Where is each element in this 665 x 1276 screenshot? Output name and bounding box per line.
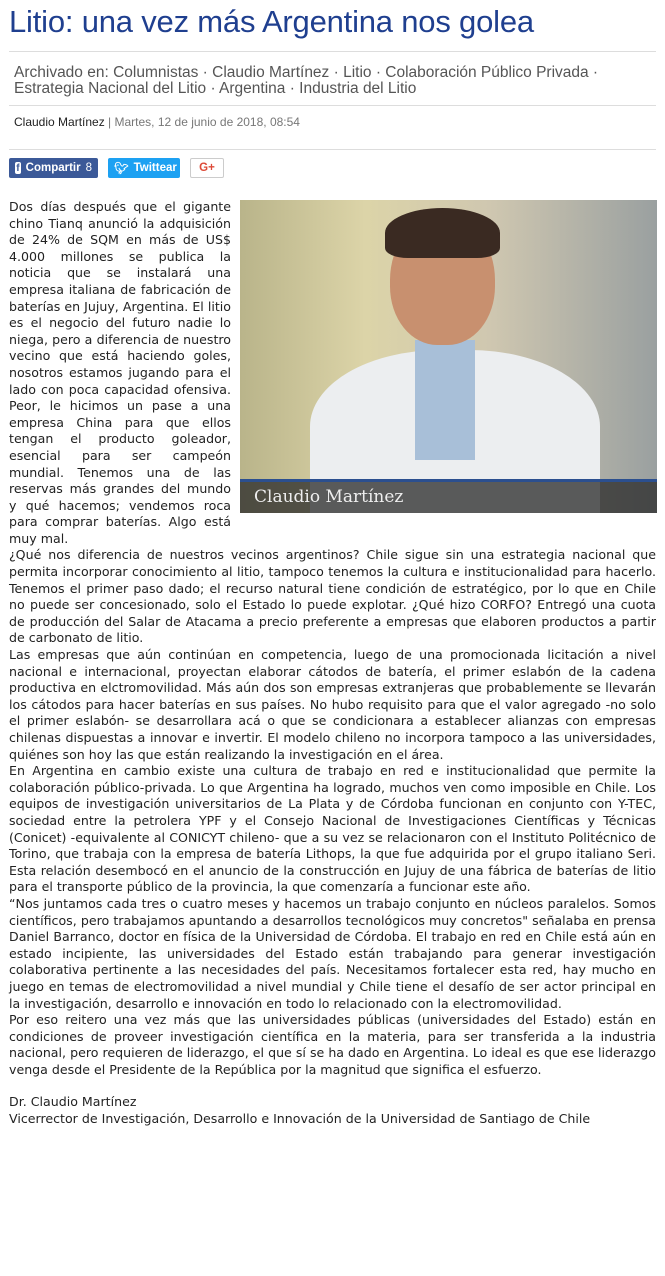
signature-role: Vicerrector de Investigación, Desarrollo e Innovación de la Universidad de Santiago de Chile <box>9 1111 591 1127</box>
facebook-share-label: Compartir <box>25 162 81 174</box>
page-title: Litio: una vez más Argentina nos golea <box>9 4 534 39</box>
signature <box>9 1094 656 1127</box>
paragraph: “Nos juntamos cada tres o cuatro meses y hacemos un trabajo conjunto en núcleos paralelos. Somos científicos, pero trabajamos apuntando a desarrollos tecnológicos muy concretos" señalaba en prensa Daniel Barranco, doctor en física de la Universidad de Córdoba. El trabajo en red en Chile está aún en estado incipiente, las universidades del Estado están trabajando para generar investigación colaborativa pertinente a las necesidades del país. Necesitamos fortalecer esta red, hay mucho en juego en temas de electromovilidad a nivel mundial y Chile tiene el desafío de ser actor principal en la investigación, desarrollo e innovación en todo lo relacionado con la electromovilidad. <box>9 895 656 1011</box>
paragraph: Por eso reitero una vez más que las universidades públicas (universidades del Estado) están en condiciones de proveer investigación científica en la materia, para ser transferida a la industria nacional, pero requieren de liderazgo, el que sí se ha dado en Argentina. Lo ideal es que ese liderazgo venga desde el Presidente de la República por la magnitud que significa el esfuerzo. <box>9 1012 656 1077</box>
paragraph: Las empresas que aún continúan en competencia, luego de una promocionada licitación a nivel nacional e internacional, proyectan elaborar cátodos de batería, el primer eslabón de la cadena productiva en elctromovilidad. Más aún dos son empresas extranjeras que probablemente se llevarán los cátodos para hacer baterías en sus países. No hubo requisito para que el valor agregado -no solo el primer eslabón- se desarrollara acá o que se condicionara a establecer alianzas con empresas chilenas dispuestas a innovar e invertir. El modelo chileno no incorpora tampoco a las universidades, quiénes son hoy las que están realizando la investigación en el área. <box>9 647 656 762</box>
signature-name: Dr. Claudio Martínez <box>9 1094 137 1110</box>
facebook-icon: f <box>16 163 20 174</box>
article-body <box>9 199 656 1128</box>
paragraph: Dos días después que el gigante chino Tianq anunció la adquisición de 24% de SQM en más de US$ 4.000 millones se publica la noticia que se instalará una empresa italiana de fabricación de baterías en Jujuy, Argentina. El litio es el negocio del futuro nadie lo niega, pero a diferencia de nuestro vecino que está haciendo goles, nosotros estamos jugando para el lado con poca capacidad ofensiva. Peor, le hicimos un pase a una empresa China para que ellos tengan el producto goleador, esencial para ser campeón mundial. Tenemos una de las reservas más grandes del mundo y qué hacemos; vendemos roca para comprar baterías. Algo está muy mal. <box>9 199 231 546</box>
archive-tags[interactable]: Archivado en: Columnistas · Claudio Martínez · Litio · Colaboración Público Privada · Estrategia Nacional del Litio · Argentina · Industria del Litio <box>14 64 599 97</box>
publish-date: | Martes, 12 de junio de 2018, 08:54 <box>104 115 300 129</box>
author-photo <box>240 200 657 513</box>
byline <box>9 106 656 149</box>
facebook-share-button[interactable] <box>9 158 98 178</box>
paragraph: ¿Qué nos diferencia de nuestros vecinos argentinos? Chile sigue sin una estrategia nacional que permita incorporar conocimiento al litio, tampoco tenemos la cultura e institucionalidad para hacerlo. Tenemos el primer paso dado; el recurso natural tiene condición de estratégico, por lo que en Chile no puede ser concesionado, solo el Estado lo puede explotar. ¿Qué hizo CORFO? Entregó una cuota de producción del Salar de Atacama a precio preferente a empresas que elaboren productos a partir de carbonato de litio. <box>9 547 656 646</box>
share-count: 8 <box>85 162 92 174</box>
photo-caption: Claudio Martínez <box>240 479 657 513</box>
paragraph: En Argentina en cambio existe una cultura de trabajo en red e institucionalidad que permite la colaboración público-privada. Lo que Argentina ha logrado, muchos ven como imposible en Chile. Los equipos de investigación universitarios de La Plata y de Córdoba funcionan en conjunto con Y-TEC, sociedad entre la petrolera YPF y el Consejo Nacional de Investigaciones Científicas y Técnicas (Conicet) -equivalente al CONICYT chileno- que a su vez se relacionaron con el Instituto Politécnico de Torino, que trabaja con la empresa de batería Lithops, la que fue adquirida por el grupo italiano Seri. Esta relación desembocó en el anuncio de la construcción en Jujuy de una fábrica de baterías de litio para el transporte público de la provincia, la que comenzaría a funcionar este año. <box>9 763 656 895</box>
share-bar <box>9 150 656 178</box>
twitter-bird-icon: 🐦︎ <box>114 163 129 175</box>
author-link[interactable]: Claudio Martínez <box>14 115 105 129</box>
google-plus-icon: G+ <box>199 162 215 174</box>
google-plus-button[interactable] <box>190 158 224 178</box>
twitter-share-label: Twittear <box>133 162 177 174</box>
twitter-share-button[interactable] <box>108 158 180 178</box>
